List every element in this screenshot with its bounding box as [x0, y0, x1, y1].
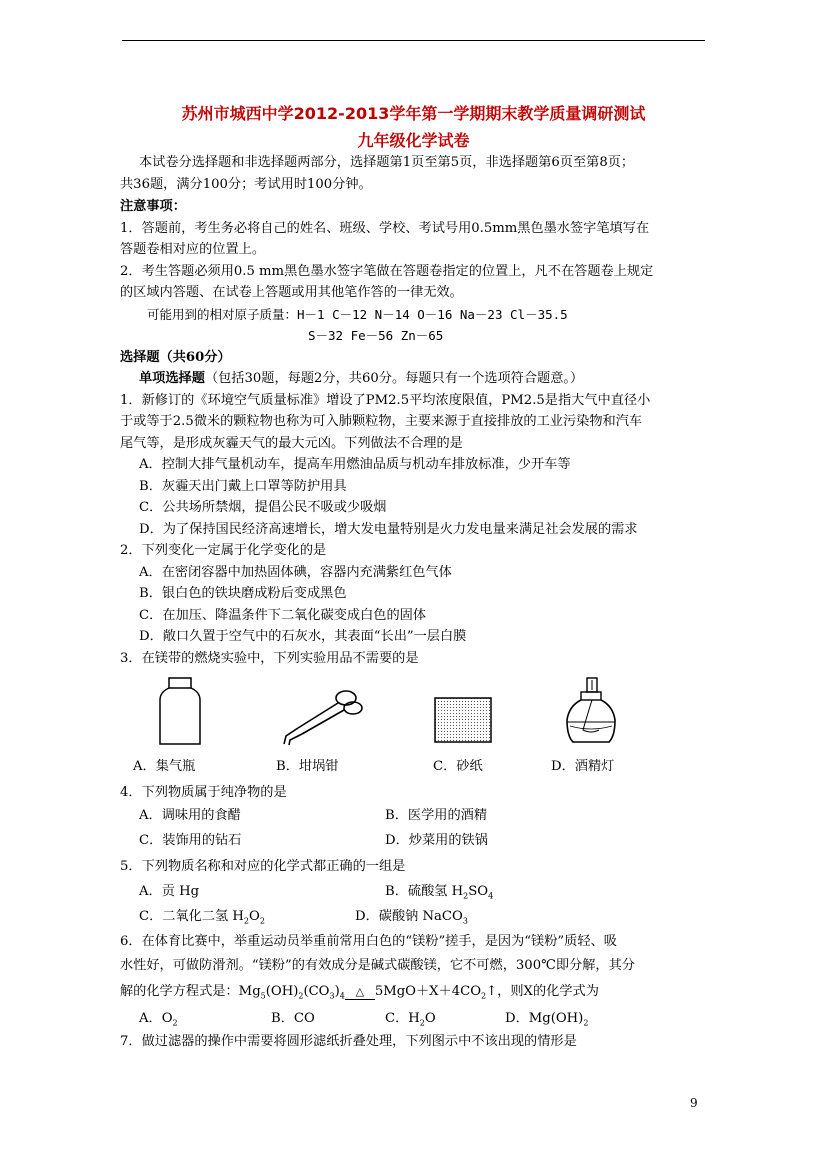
note-2-line-2: 的区域内答题、在试卷上答题或用其他笔作答的一律无效。: [120, 285, 463, 300]
q2-option-d: D．敞口久置于空气中的石灰水，其表面“长出”一层白膜: [139, 629, 467, 644]
q4-option-b: B．医学用的酒精: [385, 808, 488, 823]
q4-stem: 4．下列物质属于纯净物的是: [120, 785, 287, 800]
q6-eq-c: (CO: [303, 984, 330, 999]
q5-option-d: [355, 907, 468, 932]
q6-eq-f: ↑，则X的化学式为: [486, 984, 599, 999]
q5-b-mid: SO: [468, 884, 489, 899]
q1-stem-2: 于或等于2.5微米的颗粒物也称为可入肺颗粒物，主要来源于直接排放的工业污染物和汽车: [120, 414, 643, 429]
q6-stem-3: [120, 982, 708, 1007]
q6-option-b: B．CO: [271, 1011, 315, 1026]
crucible-tongs-figure: [276, 684, 366, 746]
q1-option-a: A．控制大排气量机动车，提高车用燃油品质与机动车排放标准，少开车等: [139, 457, 571, 472]
q7-stem: 7．做过滤器的操作中需要将圆形滤纸折叠处理，下列图示中不该出现的情形是: [120, 1034, 577, 1049]
q2-stem: 2．下列变化一定属于化学变化的是: [120, 543, 327, 558]
q3-option-d: D．酒精灯: [551, 759, 615, 774]
q6-heat-arrow: △: [345, 985, 375, 1000]
q5-option-c: [139, 907, 265, 932]
q6-eq-e: 5MgO＋X＋4CO: [374, 984, 482, 999]
header-rule: [122, 40, 705, 41]
q2-option-a: A．在密闭容器中加热固体碘，容器内充满紫红色气体: [139, 565, 452, 580]
page-number: 9: [690, 1096, 698, 1110]
exam-subtitle: 九年级化学试卷: [357, 131, 470, 150]
section-sub-bold: 单项选择题: [139, 371, 205, 386]
q5-option-a: A．贡 Hg: [139, 884, 200, 899]
q3-option-a: A．集气瓶: [133, 759, 196, 774]
atomic-masses-line-2: S－32 Fe－56 Zn－65: [308, 328, 444, 343]
q6-a-sub: 2: [172, 1018, 178, 1028]
q1-stem-1: 1．新修订的《环境空气质量标准》增设了PM2.5平均浓度限值，PM2.5是指大气中直径小: [120, 393, 651, 408]
q6-eq-s2: 2: [298, 991, 304, 1001]
q1-option-c: C．公共场所禁烟，提倡公民不吸或少吸烟: [139, 500, 387, 515]
atomic-masses-line-1: 可能用到的相对原子质量：H－1 C－12 N－14 O－16 Na－23 Cl－35.5: [147, 307, 568, 322]
q5-b-sub2: 4: [488, 891, 494, 901]
q6-eq-s1: 5: [260, 991, 266, 1001]
q6-stem-1: 6．在体育比赛中，举重运动员举重前常用白色的“镁粉”搓手，是因为“镁粉”质轻、吸: [120, 934, 617, 949]
q6-eq-s5: 2: [481, 991, 487, 1001]
q6-eq-b: (OH): [265, 984, 299, 999]
q6-c-text: C．H: [385, 1011, 420, 1026]
q5-option-b: [385, 882, 493, 907]
sandpaper-figure: [434, 697, 492, 743]
intro-line-2: 共36题，满分100分；考试用时100分钟。: [120, 177, 372, 192]
q5-d-text: D．碳酸钠 NaCO: [355, 909, 463, 924]
exam-title: 苏州市城西中学2012-2013学年第一学期期末教学质量调研测试: [181, 104, 646, 123]
q4-option-a: A．调味用的食醋: [139, 808, 241, 823]
q6-eq-s4: 4: [339, 991, 345, 1001]
q1-option-d: D．为了保持国民经济高速增长，增大发电量特别是火力发电量来满足社会发展的需求: [139, 522, 638, 537]
q5-b-text: B．硫酸氢 H: [385, 884, 464, 899]
q6-d-text: D．Mg(OH): [505, 1011, 584, 1026]
section-subheading: [139, 369, 727, 389]
q6-eq-d: ): [334, 984, 340, 999]
note-2-line-1: 2．考生答题必须用0.5 mm黑色墨水签字笔做在答题卷指定的位置上，凡不在答题卷上规定: [120, 264, 654, 279]
q6-option-d: [505, 1009, 588, 1034]
intro-line-1: 本试卷分选择题和非选择题两部分，选择题第1页至第5页，非选择题第6页至第8页；: [139, 155, 635, 170]
q4-option-d: D．炒菜用的铁锅: [385, 833, 488, 848]
q2-option-c: C．在加压、降温条件下二氧化碳变成白色的固体: [139, 608, 427, 623]
note-1-line-1: 1．答题前，考生务必将自己的姓名、班级、学校、考试号用0.5mm黑色墨水签字笔填写在: [120, 221, 650, 236]
notes-heading: 注意事项：: [120, 199, 186, 214]
q6-c-sub: 2: [419, 1018, 425, 1028]
q6-d-sub: 2: [583, 1018, 589, 1028]
section-heading: 选择题（共60分）: [120, 350, 231, 365]
note-1-line-2: 答题卷相对应的位置上。: [120, 242, 266, 257]
q6-stem-2: 水性好，可做防滑剂。“镁粉”的有效成分是碱式碳酸镁，它不可燃，300℃即分解，其分: [120, 958, 635, 973]
q5-c-text: C．二氧化二氢 H: [139, 909, 244, 924]
q3-option-c: C．砂纸: [433, 759, 483, 774]
gas-jar-figure: [155, 676, 205, 748]
q2-option-b: B．银白色的铁块磨成粉后变成黑色: [139, 586, 347, 601]
q6-eq-a: 解的化学方程式是：Mg: [120, 984, 261, 999]
q1-stem-3: 尾气等，是形成灰霾天气的最大元凶。下列做法不合理的是: [120, 436, 463, 451]
q6-a-text: A．O: [139, 1011, 173, 1026]
q5-c-mid: O: [249, 909, 260, 924]
section-sub-rest: （包括30题，每题2分，共60分。每题只有一个选项符合题意。）: [204, 371, 584, 386]
q3-option-b: B．坩埚钳: [276, 759, 339, 774]
q3-stem: 3．在镁带的燃烧实验中，下列实验用品不需要的是: [120, 651, 419, 666]
q5-c-sub2: 2: [259, 916, 265, 926]
q5-b-sub1: 2: [463, 891, 469, 901]
alcohol-lamp-figure: [561, 676, 621, 748]
q6-eq-s3: 3: [329, 991, 335, 1001]
q6-option-a: [139, 1009, 178, 1034]
q5-d-sub: 3: [462, 916, 468, 926]
q6-c-text2: O: [424, 1011, 436, 1026]
q5-c-sub1: 2: [243, 916, 250, 926]
q5-stem: 5．下列物质名称和对应的化学式都正确的一组是: [120, 859, 406, 874]
q1-option-b: B．灰霾天出门戴上口罩等防护用具: [139, 479, 347, 494]
q4-option-c: C．装饰用的钻石: [139, 833, 242, 848]
q6-option-c: [385, 1009, 436, 1034]
